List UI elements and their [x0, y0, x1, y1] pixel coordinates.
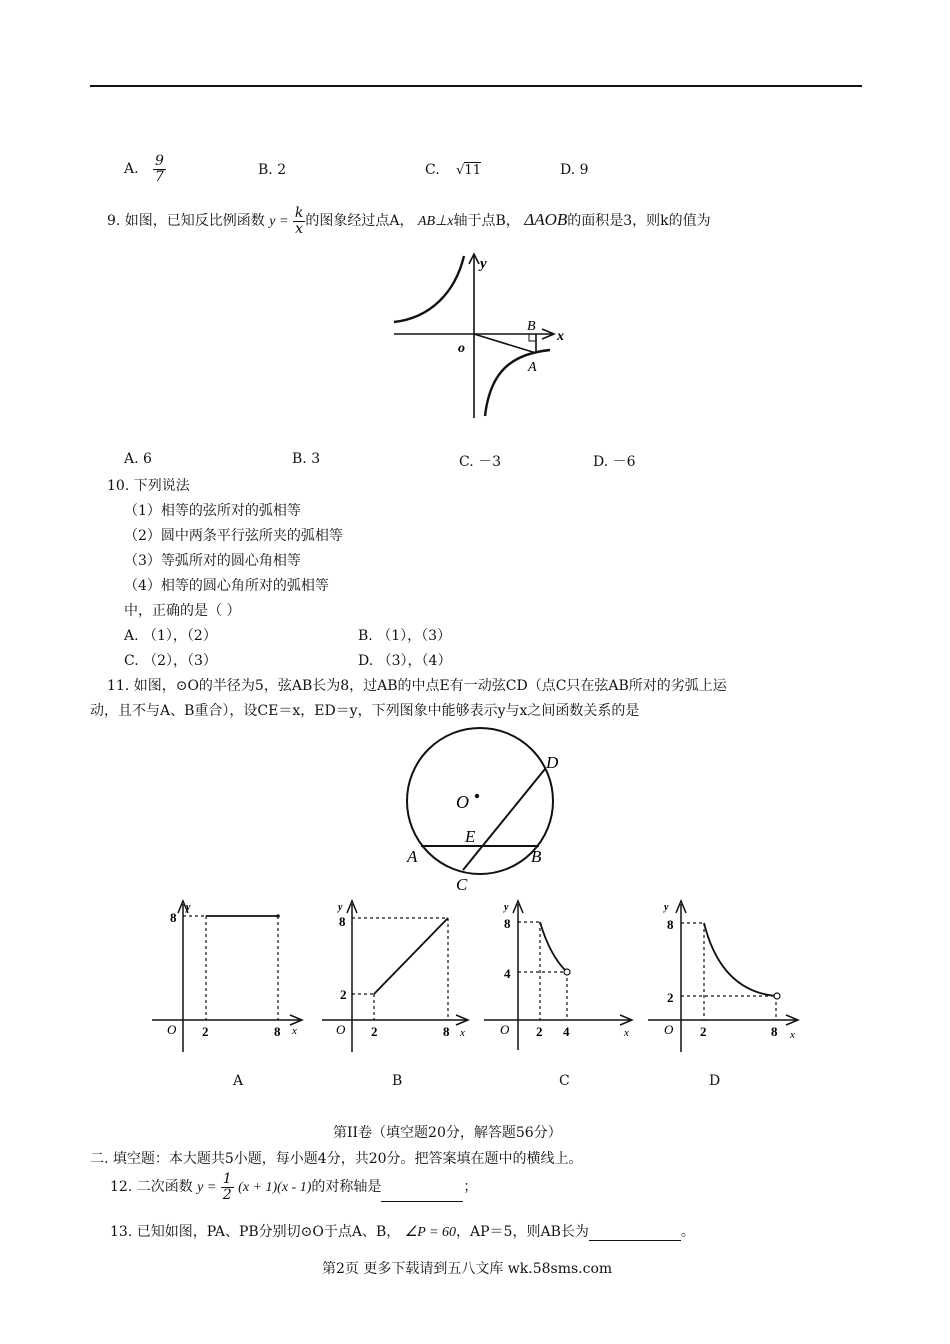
graph-c-tick-8: 8: [504, 916, 511, 931]
q9-end: 的面积是3，则k的值为: [567, 213, 711, 230]
graph-b-tick-2x: 2: [371, 1024, 378, 1039]
graph-d-tick-8x: 8: [771, 1024, 778, 1039]
q9-label-o: o: [458, 341, 465, 356]
q11-circle-figure: [395, 724, 585, 896]
q11-graph-label-b: B: [392, 1073, 403, 1089]
graph-a-origin: O: [167, 1022, 177, 1037]
q8-c-radicand: 11: [464, 163, 481, 178]
graph-b-y-label: y: [338, 902, 343, 913]
q8-option-c: [425, 162, 481, 178]
q11-label-o: O: [456, 792, 469, 812]
q9-figure: [390, 248, 570, 423]
graph-a-tick-2: 2: [202, 1024, 209, 1039]
graph-c-open-point: [564, 969, 570, 975]
q12-pre: 12. 二次函数: [110, 1179, 193, 1196]
q11-graph-b: [320, 896, 480, 1054]
graph-c-x-label: x: [624, 1027, 629, 1039]
q10-option-b: B. （1），（3）: [358, 628, 452, 644]
q9-label-a: A: [528, 360, 537, 375]
q11-label-c: C: [456, 875, 468, 894]
graph-a-y-label: y: [186, 902, 191, 913]
graph-c-tick-4: 4: [504, 966, 511, 981]
q11-graph-label-d: D: [709, 1073, 721, 1089]
q9-mid1: 的图象经过点A，: [305, 213, 414, 230]
q10-option-d: D. （3），（4）: [358, 653, 452, 669]
q11-label-a: A: [407, 847, 418, 866]
q13-post: ，AP＝5，则AB长为: [456, 1224, 589, 1240]
q8-a-label: A.: [124, 161, 139, 178]
q9-option-a: A. 6: [124, 451, 152, 467]
q11-graph-a: [150, 896, 310, 1054]
q11-label-d: D: [546, 753, 559, 772]
q12-fraction: [221, 1172, 234, 1202]
q13-pre: 13. 已知如图，PA、PB分别切⊙O于点A、B，: [110, 1224, 401, 1240]
q12-answer-blank: [381, 1201, 463, 1202]
q9-mid2: 轴于点B，: [453, 213, 520, 230]
page-footer: 第2页 更多下载请到五八文库 wk.58sms.com: [322, 1261, 613, 1277]
q10-option-a: A. （1），（2）: [124, 628, 217, 644]
q13-end: 。: [680, 1224, 695, 1240]
q10-title: 10. 下列说法: [107, 478, 190, 494]
graph-a-x-label: x: [292, 1025, 297, 1037]
graph-b-x-label: x: [460, 1027, 465, 1039]
graph-b-tick-8: 8: [339, 914, 346, 929]
q9-triangle: ΔAOB: [524, 210, 568, 230]
q11-center-dot: [475, 794, 479, 798]
q9-ab-perp: AB⊥x: [417, 214, 454, 230]
q8-option-b: B. 2: [258, 162, 287, 178]
q9-right-angle: [529, 334, 536, 341]
q9-stem: [107, 206, 711, 236]
graph-d-tick-8: 8: [667, 917, 674, 932]
q9-fn-den: x: [295, 220, 304, 237]
q13-stem: [110, 1221, 695, 1241]
q9-label-x: x: [557, 329, 564, 344]
q10-ask: 中，正确的是（ ）: [124, 603, 241, 619]
q10-item-1: （1）相等的弦所对的弧相等: [124, 503, 301, 519]
q11-graph-d: [646, 896, 806, 1054]
graph-a-end-point: [276, 914, 280, 918]
q11-label-b: B: [531, 847, 542, 866]
q10-item-2: （2）圆中两条平行弦所夹的弧相等: [124, 528, 343, 544]
q8-a-den: 7: [155, 168, 164, 185]
q9-option-d: D. －6: [593, 454, 636, 470]
q8-c-sqrt: √11: [456, 163, 481, 178]
q8-c-label: C.: [425, 162, 440, 178]
graph-c-curve: [540, 922, 567, 972]
graph-b-line: [374, 918, 448, 994]
q9-curve-lower: [485, 350, 550, 416]
q9-label-b: B: [527, 319, 536, 334]
q12-stem: [110, 1172, 477, 1202]
q8-a-num: 9: [155, 153, 164, 169]
q11-graph-c: [482, 896, 642, 1054]
q11-line-1: 11. 如图，⊙O的半径为5，弦AB长为8，过AB的中点E有一动弦CD（点C只在弦AB所对的劣弧上运: [107, 678, 727, 694]
graph-d-origin: O: [664, 1022, 674, 1037]
graph-d-tick-2x: 2: [700, 1024, 707, 1039]
q12-expr: (x + 1)(x - 1): [238, 1180, 312, 1196]
q8-option-a: [124, 154, 166, 184]
graph-a-tick-8x: 8: [274, 1024, 281, 1039]
q10-option-c: C. （2），（3）: [124, 653, 217, 669]
q10-item-4: （4）相等的圆心角所对的弧相等: [124, 578, 329, 594]
q13-answer-blank: [589, 1240, 681, 1241]
q12-den: 2: [222, 1186, 232, 1203]
q11-line-2: 动，且不与A、B重合），设CE＝x，ED＝y，下列图象中能够表示y与x之间函数关系的是: [90, 703, 640, 719]
q8-a-fraction: [153, 154, 166, 184]
q8-option-d: D. 9: [560, 162, 589, 178]
part2-heading: 第II卷（填空题20分，解答题56分）: [333, 1125, 562, 1141]
graph-d-curve: [704, 923, 776, 996]
graph-c-y-label: y: [504, 902, 509, 913]
q9-label-y: y: [480, 256, 487, 272]
q12-y: y =: [197, 1180, 217, 1196]
q10-item-3: （3）等弧所对的圆心角相等: [124, 553, 301, 569]
q9-fn-y: y =: [269, 214, 289, 230]
section2-heading: 二. 填空题：本大题共5小题，每小题4分，共20分。把答案填在题中的横线上。: [90, 1151, 583, 1167]
graph-d-tick-2: 2: [667, 990, 674, 1005]
graph-a-tick-8: 8: [170, 910, 177, 925]
q12-post: 的对称轴是: [311, 1179, 382, 1196]
q9-option-b: B. 3: [292, 451, 321, 467]
header-rule: [90, 85, 862, 87]
q11-label-e: E: [465, 827, 476, 846]
q12-num: 1: [222, 1171, 232, 1187]
graph-b-origin: O: [336, 1022, 346, 1037]
graph-b-tick-8x: 8: [443, 1024, 450, 1039]
graph-d-open-point: [774, 993, 780, 999]
graph-d-x-label: x: [790, 1029, 795, 1041]
graph-b-tick-2: 2: [340, 987, 347, 1002]
graph-c-tick-2: 2: [536, 1024, 543, 1039]
q9-intro: 9. 如图，已知反比例函数: [107, 213, 265, 230]
q9-fn-fraction: [293, 206, 305, 236]
q9-fn-num: k: [294, 205, 304, 221]
q11-graph-label-c: C: [559, 1073, 570, 1089]
q12-end: ；: [463, 1179, 478, 1196]
q9-curve-upper: [394, 256, 464, 322]
q9-option-c: C. －3: [459, 454, 502, 470]
graph-c-origin: O: [500, 1022, 510, 1037]
graph-c-tick-4x: 4: [563, 1024, 570, 1039]
graph-d-y-label: y: [664, 902, 669, 913]
q9-segment-oa: [474, 334, 536, 353]
q11-graph-label-a: A: [233, 1073, 244, 1089]
q13-angle: ∠P = 60: [404, 1225, 457, 1240]
